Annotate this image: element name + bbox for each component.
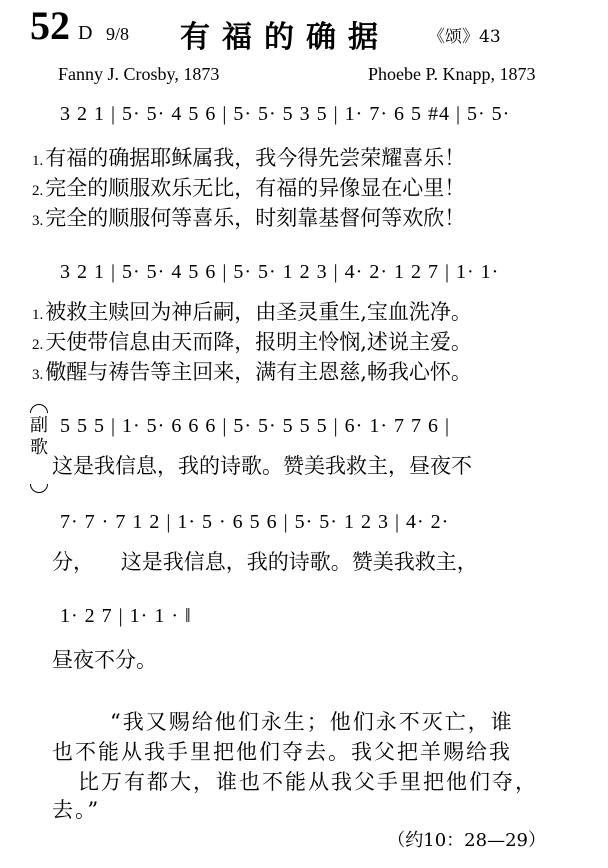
stanza-1-line-1 bbox=[32, 144, 465, 175]
time-signature: 9/8 bbox=[106, 24, 130, 44]
stanza-2-line-1 bbox=[32, 174, 465, 205]
lyric-text: 被救主赎回为神后嗣，由圣灵重生,宝血洗净。 bbox=[45, 300, 472, 324]
chorus-brace-top bbox=[30, 404, 48, 413]
stanza-3-line-2 bbox=[32, 358, 472, 389]
notation-line-4: 7· 7 · 7 1 2 | 1· 5 · 6 5 6 | 5· 5· 1 2 3 | 4· 2· bbox=[60, 511, 450, 533]
scripture-line-2: 也不能从我手里把他们夺去。我父把羊赐给我 bbox=[52, 740, 512, 764]
scripture-line-4: 去。” bbox=[52, 798, 101, 822]
chorus-brace-bottom bbox=[30, 484, 48, 493]
verse-number: 3. bbox=[32, 367, 44, 383]
lyric-text: 天使带信息由天而降，报明主怜悯,述说主爱。 bbox=[45, 330, 472, 354]
stanza-1-line-2 bbox=[32, 298, 472, 329]
key-signature: D bbox=[78, 22, 93, 44]
verse-number: 2. bbox=[32, 337, 44, 353]
stanza-2-line-2 bbox=[32, 328, 472, 359]
notation-line-3: 5 5 5 | 1· 5· 6 6 6 | 5· 5· 5 5 5 | 6· 1· 7 7 6 | bbox=[60, 415, 450, 437]
verse-number: 2. bbox=[32, 183, 44, 199]
lyric-text: 完全的顺服何等喜乐，时刻靠基督何等欢欣！ bbox=[45, 206, 466, 230]
scripture-line-3: 比万有都大，谁也不能从我父手里把他们夺， bbox=[78, 770, 538, 794]
composer-credit: Phoebe P. Knapp, 1873 bbox=[368, 64, 536, 84]
notation-line-2: 3 2 1 | 5· 5· 4 5 6 | 5· 5· 1 2 3 | 4· 2· 1 2 7 | 1· 1· bbox=[60, 261, 500, 283]
verse-number: 1. bbox=[32, 153, 44, 169]
chorus-line-1: 这是我信息，我的诗歌。赞美我救主，昼夜不 bbox=[52, 454, 472, 478]
chorus-line-2: 分， 这是我信息，我的诗歌。赞美我救主， bbox=[52, 550, 478, 574]
hymn-title: 有福的确据 bbox=[180, 20, 390, 55]
lyric-text: 有福的确据耶稣属我，我今得先尝荣耀喜乐！ bbox=[45, 146, 466, 170]
scripture-citation: （约10：28—29） bbox=[387, 830, 546, 851]
verse-number: 3. bbox=[32, 213, 44, 229]
chorus-line-3: 昼夜不分。 bbox=[52, 648, 157, 672]
hymn-number: 52 bbox=[30, 3, 70, 48]
notation-line-1: 3 2 1 | 5· 5· 4 5 6 | 5· 5· 5 3 5 | 1· 7· 6 5 #4 | 5· 5· bbox=[60, 103, 511, 125]
lyric-text: 儆醒与祷告等主回来，满有主恩慈,畅我心怀。 bbox=[45, 360, 472, 384]
notation-line-5: 1· 2 7 | 1· 1 · ‖ bbox=[60, 605, 192, 627]
stanza-3-line-1 bbox=[32, 204, 465, 235]
scripture-line-1: “我又赐给他们永生；他们永不灭亡，谁 bbox=[110, 710, 514, 734]
hymnal-reference: 《颂》43 bbox=[428, 27, 501, 47]
chorus-label: 副歌 bbox=[30, 415, 48, 458]
lyricist-credit: Fanny J. Crosby, 1873 bbox=[58, 64, 220, 84]
lyric-text: 完全的顺服欢乐无比，有福的异像显在心里！ bbox=[45, 176, 466, 200]
verse-number: 1. bbox=[32, 307, 44, 323]
